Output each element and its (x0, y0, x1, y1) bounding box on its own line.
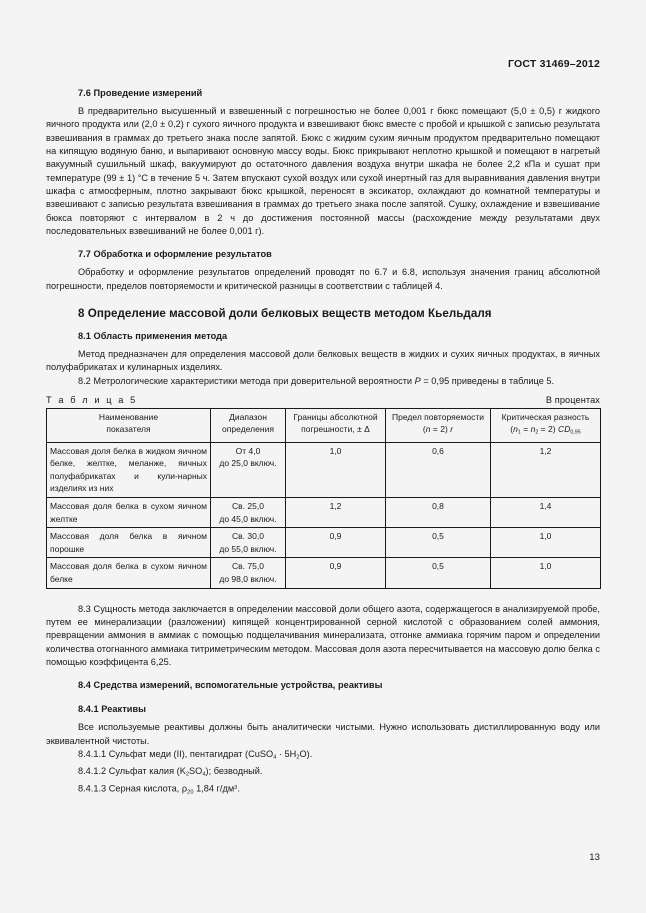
header-line-2-pre: ( (422, 423, 426, 434)
cell-indicator-name: Массовая доля белка в сухом яичном желтке (47, 498, 211, 528)
paragraph-8-2-text-after: = 0,95 приведены в таблице 5. (420, 375, 555, 386)
reagent-mid: SO (189, 765, 203, 776)
reagent-item-8-4-1-2 (46, 765, 600, 782)
header-line-1: Наименование (98, 412, 159, 423)
paragraph-7-6-1: В предварительно высушенный и взвешенный с погрешностью не более 0,001 г бюкс помещают (5,0 ± 0,5) г жидкого яичного продукта или (2,0 ± 0,2) г сухого яичного продукта и взвешивают бюкс вместе с пробой и крышкой с записью результата взвешивания в граммах до третьего знака после запятой. Бюкс с жидким сухим яичным продуктом предварительно помещают на кипящую водяную баню, и выпаривают основную массу воды. Бюкс прикрывают неплотно крышкой и помещают в нагретый вакуумный сушильный шкаф, вакуумируют до остаточного давления воздуха внутри шкафа не более 2,2 кПа и сушат при температуре (99 ± 1) °С в течение 5 ч. Затем впускают сухой воздух или сухой инертный газ для выравнивания давления внутри шкафа с атмосферным, плотно закрывают бюкс крышкой, переносят в эксикатор, охлаждают до комнатной температуры и взвешивают с записью результата взвешивания в граммах до третьего знака после запятой. Сушку, охлаждение и взвешивание бюкса повторяют с интервалом в 2 ч до достижения постоянной массы (расхождение между результатами двух последовательных взвешиваний не более 0,001 г). (46, 106, 600, 237)
cell-critical-difference: 1,4 (491, 498, 601, 528)
range-line-2: до 55,0 включ. (219, 543, 277, 554)
spacer (46, 238, 600, 249)
formula-subscript: 2 (185, 771, 190, 778)
reagent-suffix: . (237, 783, 240, 794)
paragraph-8-2-text-before: 8.2 Метрологические характеристики метода при доверительной вероятности (78, 375, 415, 386)
cell-critical-difference: 1,0 (491, 528, 601, 558)
header-line-1: Предел повторяемости (391, 412, 485, 423)
range-line-2: до 45,0 включ. (219, 513, 277, 524)
cell-absolute-error: 0,9 (286, 528, 386, 558)
page-number: 13 (589, 852, 600, 863)
header-symbol-n: n (425, 423, 431, 434)
cell-indicator-name: Массовая доля белка в яичном порошке (47, 528, 211, 558)
table-row (47, 498, 601, 528)
column-header-range (211, 409, 286, 442)
probability-symbol: P (414, 375, 421, 386)
formula-subscript: 2 (296, 754, 300, 761)
reagent-suffix: ); безводный. (205, 765, 263, 776)
header-symbol-r: r (450, 423, 454, 434)
cell-indicator-name: Массовая доля белка в сухом яичном белке (47, 558, 211, 588)
paragraph-8-1-1: Метод предназначен для определения массовой доли белковых веществ в жидких и сухих яичных продуктах, в яичных полуфабрикатах и кулинарных изделиях. (46, 349, 600, 373)
heading-8-4: 8.4 Средства измерений, вспомогательные устройства, реактивы (78, 680, 383, 691)
formula-subscript: 4 (202, 771, 206, 778)
range-line-2: до 25,0 включ. (219, 458, 277, 469)
paragraph-7-7-1: Обработку и оформление результатов определений проводят по 6.7 и 6.8, используя значения границ абсолютной погрешности, пределов повторяемости и критической разницы в соответствии с таблицей 4. (46, 267, 600, 291)
column-header-indicator-name (47, 409, 211, 442)
reagent-item-8-4-1-1 (46, 748, 600, 765)
reagent-item-8-4-1-3 (46, 782, 600, 800)
cell-range (211, 498, 286, 528)
header-line-2-mid: = 2) (430, 423, 451, 434)
range-line-1: Св. 25,0 (232, 501, 264, 511)
reagent-prefix: 8.4.1.1 Сульфат меди (II), пентагидрат (CuSO (78, 748, 274, 759)
table-5-caption: Т а б л и ц а 5 (46, 395, 138, 406)
cell-range (211, 528, 286, 558)
header-line-2: показателя (106, 423, 151, 434)
cell-critical-difference: 1,2 (491, 442, 601, 497)
column-header-absolute-error (286, 409, 386, 442)
header-line-2-mid: = (520, 423, 531, 434)
spacer (46, 697, 600, 704)
heading-section-8: 8 Определение массовой доли белковых веществ методом Кьельдаля (78, 307, 492, 321)
header-line-1: Критическая разность (501, 412, 590, 423)
table-5-caption-row (46, 395, 600, 405)
header-line-2-mid-2: = 2) (538, 423, 559, 434)
range-line-1: Св. 30,0 (232, 531, 264, 542)
header-line-2: определения (222, 423, 274, 434)
heading-7-6: 7.6 Проведение измерений (78, 88, 203, 98)
reagent-mid: 1,84 г/дм (193, 783, 235, 794)
header-line-2: погрешности, ± Δ (301, 423, 370, 434)
cell-indicator-name: Массовая доля белка в жидком яичном белке, желтке, меланже, яичных полуфабрикатах и кули-нарных изделиях из них (47, 442, 211, 497)
reagent-prefix: 8.4.1.2 Сульфат калия (K (78, 765, 186, 776)
header-subscript-1: 1 (517, 429, 521, 436)
cell-critical-difference: 1,0 (491, 558, 601, 588)
cell-repeatability-limit: 0,8 (386, 498, 491, 528)
cell-absolute-error: 1,0 (286, 442, 386, 497)
header-line-1: Границы абсолютной (293, 412, 378, 423)
column-header-critical-difference (491, 409, 601, 442)
cell-range (211, 558, 286, 588)
header-subscript-confidence: 0,95 (570, 429, 581, 436)
table-5-metrological-characteristics (46, 408, 601, 588)
cell-absolute-error: 1,2 (286, 498, 386, 528)
running-head-standard-number: ГОСТ 31469–2012 (507, 58, 600, 70)
paragraph-8-4-1-1: Все используемые реактивы должны быть аналитически чистыми. Нужно использовать дистиллированную воду или эквивалентной чистоты. (46, 722, 600, 746)
header-symbol-n2: n (530, 423, 536, 434)
table-header-row (47, 409, 601, 442)
table-row (47, 442, 601, 497)
header-line-1: Диапазон (229, 412, 267, 423)
range-line-1: Св. 75,0 (232, 561, 264, 572)
reagent-suffix: O). (299, 748, 313, 759)
cell-repeatability-limit: 0,6 (386, 442, 491, 497)
table-row (47, 528, 601, 558)
density-subscript: 20 (187, 789, 194, 796)
header-symbol-cd: CD (558, 423, 571, 434)
page-content (46, 88, 600, 800)
paragraph-8-3: 8.3 Сущность метода заключается в определении массовой доли общего азота, содержащегося в анализируемой пробе, путем ее минерализации (разложении) кипящей концентрированной серной кислотой с образованием солей аммония, превращении аммония в аммиак с помощью подщелачивания минерализата, отгонке аммиака горячим паром и определении количества отогнанного аммиака титриметрическим методом. Массовая доля азота пересчитывается на массовую долю белка с помощью коэффицента 6,25. (46, 603, 600, 667)
header-line-2-pre: ( (510, 423, 514, 434)
range-line-2: до 98,0 включ. (219, 573, 277, 584)
spacer (46, 589, 600, 603)
formula-subscript: 4 (273, 754, 277, 761)
cell-repeatability-limit: 0,5 (386, 558, 491, 588)
reagent-prefix: 8.4.1.3 Серная кислота, ρ (78, 783, 188, 794)
cell-absolute-error: 0,9 (286, 558, 386, 588)
header-symbol-n1: n (513, 423, 518, 434)
column-header-repeatability-limit (386, 409, 491, 442)
unit-superscript: 3 (234, 784, 238, 791)
paragraph-8-2 (46, 375, 600, 388)
table-row (47, 558, 601, 588)
spacer (46, 669, 600, 680)
table-5-units-note: В процентах (545, 395, 600, 406)
heading-8-1: 8.1 Область применения метода (78, 331, 228, 342)
heading-8-4-1: 8.4.1 Реактивы (78, 704, 147, 715)
spacer (46, 388, 600, 395)
cell-repeatability-limit: 0,5 (386, 528, 491, 558)
heading-7-7: 7.7 Обработка и оформление результатов (78, 249, 272, 260)
header-subscript-2: 2 (535, 429, 539, 436)
reagent-mid: · 5H (276, 748, 297, 759)
cell-range (211, 442, 286, 497)
range-line-1: От 4,0 (235, 445, 261, 456)
